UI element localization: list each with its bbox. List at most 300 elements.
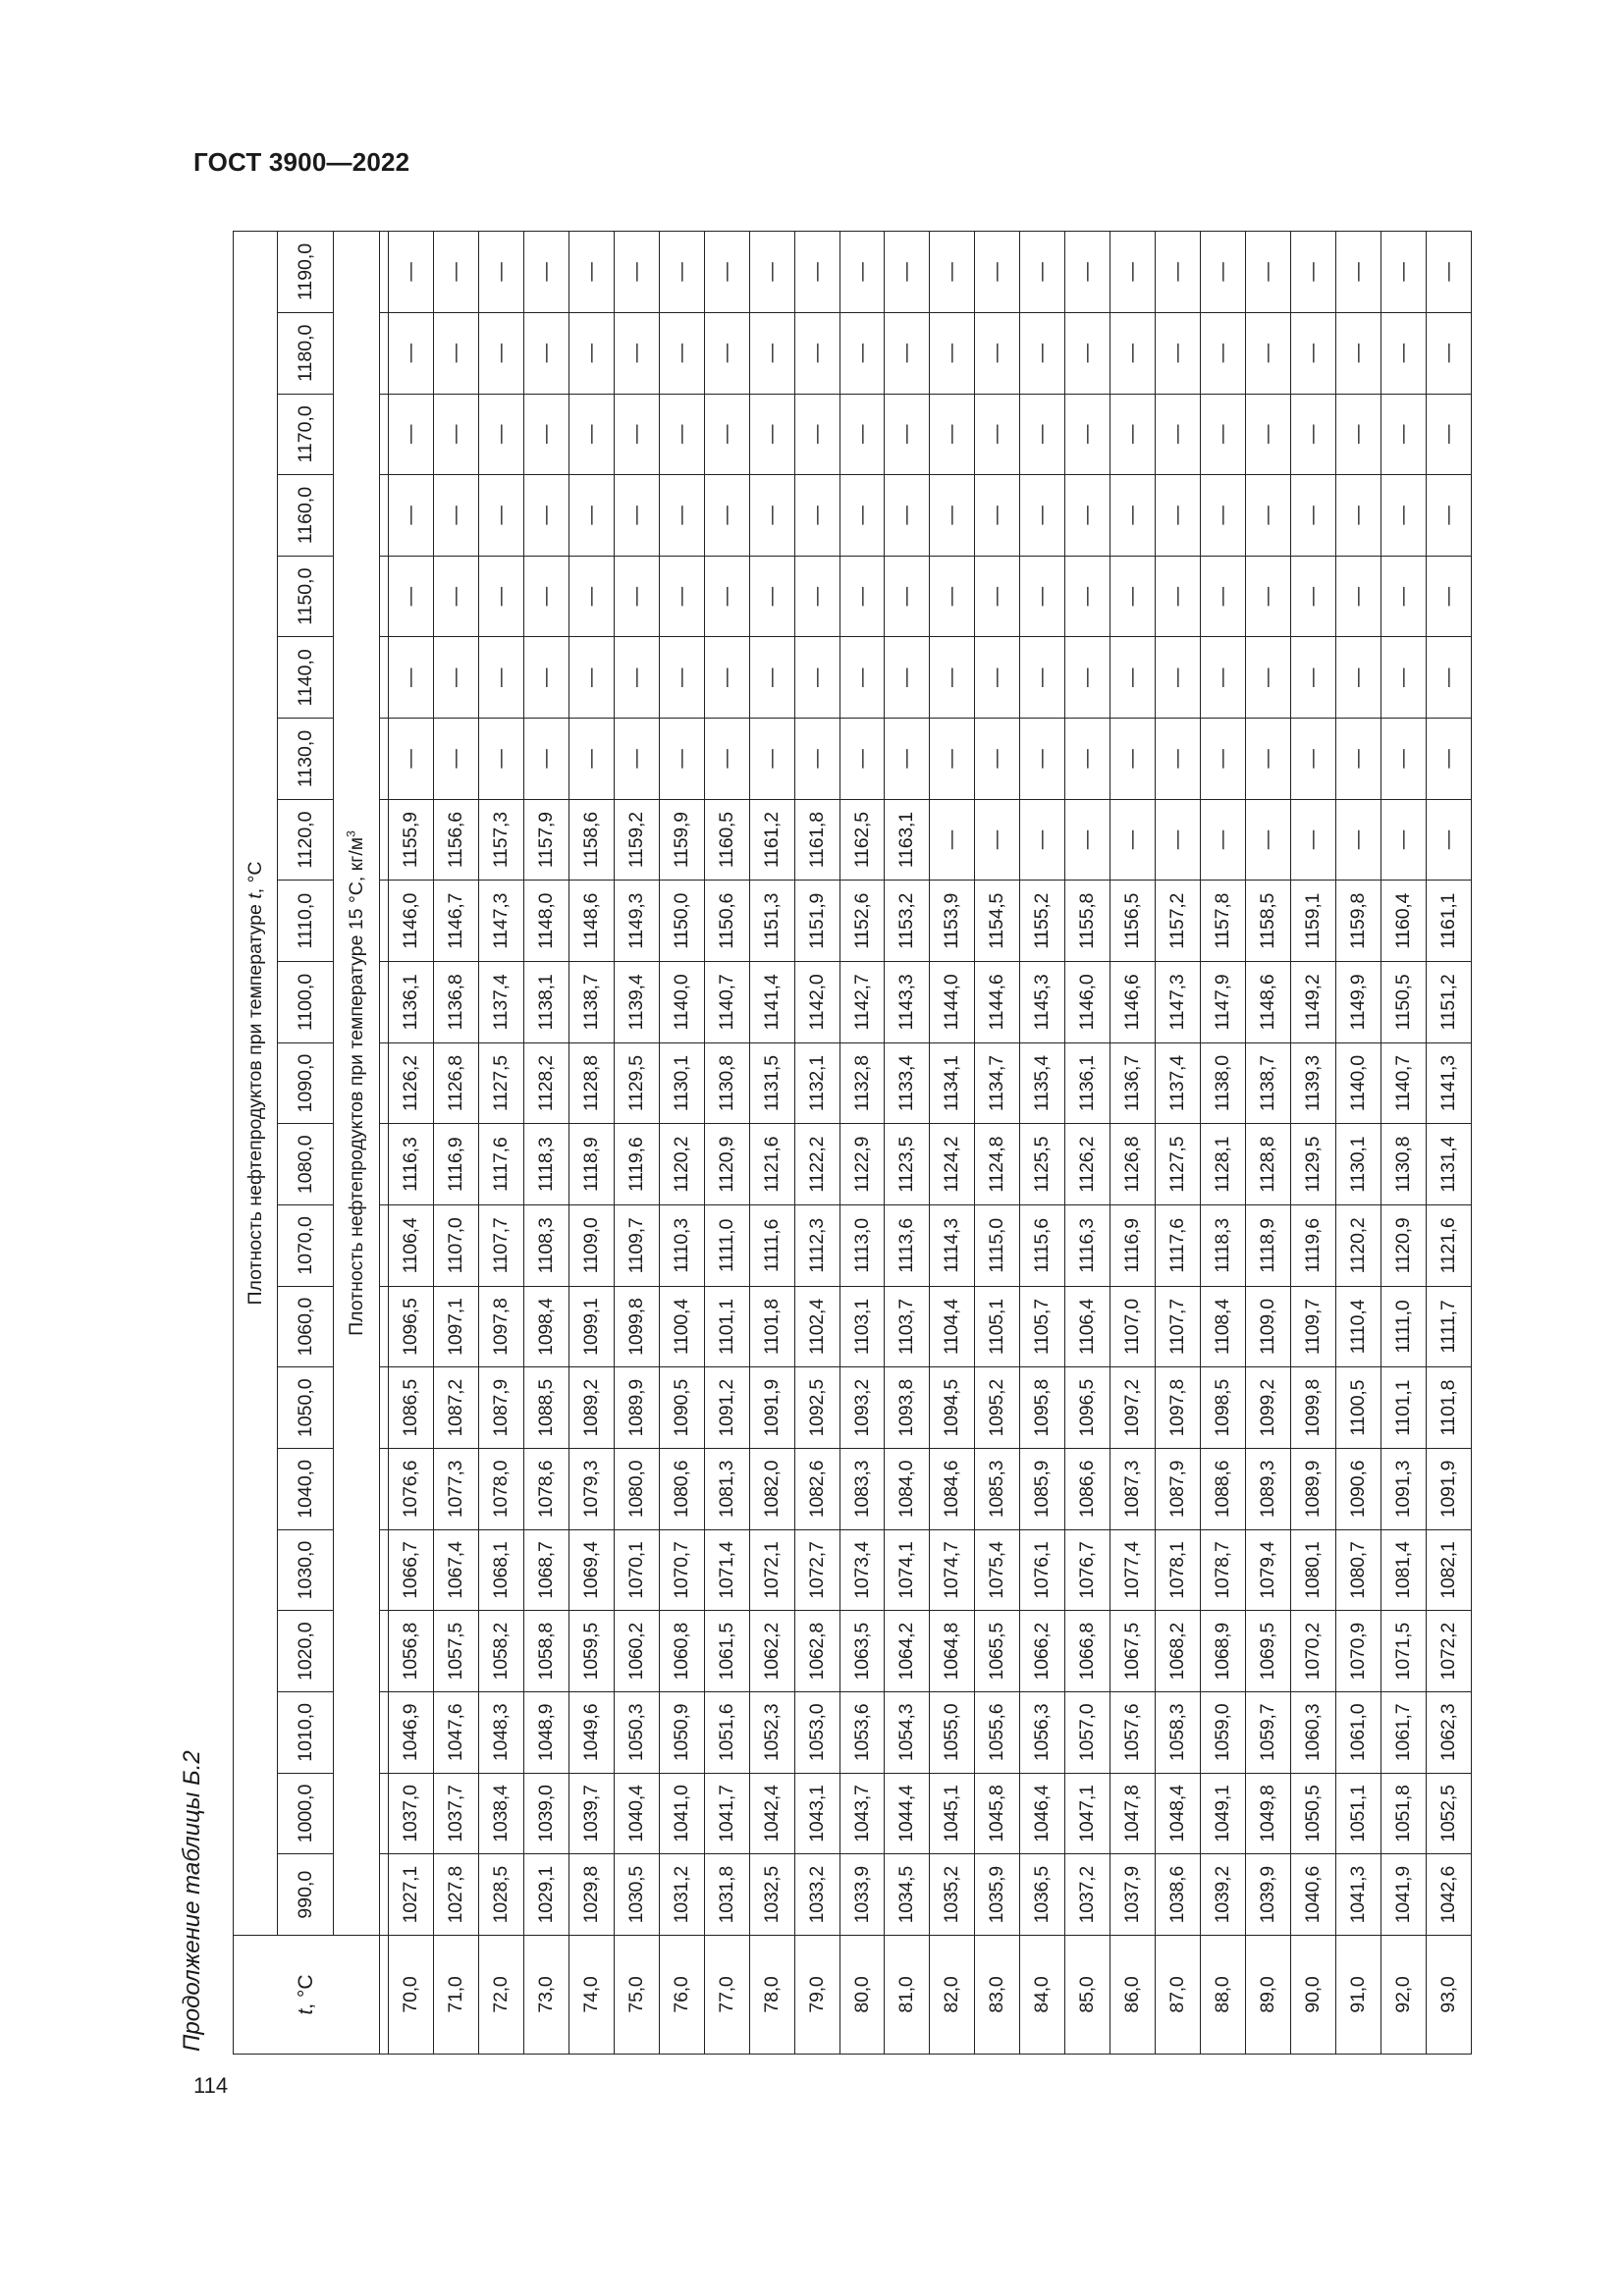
density-cell: 1076,1 (1020, 1529, 1065, 1611)
density-cell: — (704, 394, 749, 475)
spacer-cell (380, 881, 389, 962)
density-cell: 1135,4 (1020, 1042, 1065, 1124)
density-cell: 1040,4 (614, 1773, 659, 1854)
density-cell: — (930, 312, 975, 394)
density-cell: — (433, 312, 478, 394)
density-table-container (233, 231, 1472, 2055)
density-cell: 1122,9 (839, 1124, 885, 1205)
density-cell: 1056,8 (389, 1611, 434, 1692)
density-cell: 1051,6 (704, 1692, 749, 1774)
density-cell: 1131,5 (749, 1042, 794, 1124)
density-cell: — (568, 312, 614, 394)
density-cell: — (478, 719, 523, 800)
density-cell: — (975, 719, 1020, 800)
density-cell: 1048,9 (523, 1692, 568, 1774)
density-cell: — (1110, 232, 1156, 313)
group-header (234, 232, 278, 1936)
density-cell: 1120,2 (1336, 1205, 1381, 1287)
spacer-cell (380, 1124, 389, 1205)
density-cell: 1087,9 (1156, 1449, 1201, 1530)
table-row (614, 232, 659, 2055)
density-cell: — (749, 475, 794, 557)
density-cell: 1114,3 (930, 1205, 975, 1287)
density-cell: 1115,0 (975, 1205, 1020, 1287)
density-cell: — (975, 475, 1020, 557)
density-cell: 1041,3 (1336, 1854, 1381, 1936)
density-cell: — (1156, 232, 1201, 313)
density-cell: 1159,8 (1336, 881, 1381, 962)
density-column-header: 990,0 (278, 1854, 334, 1936)
density-cell: — (975, 556, 1020, 637)
density-cell: 1067,5 (1110, 1611, 1156, 1692)
density-cell: 1079,3 (568, 1449, 614, 1530)
density-cell: — (523, 719, 568, 800)
temperature-cell: 80,0 (839, 1936, 885, 2055)
density-column-header: 1020,0 (278, 1611, 334, 1692)
density-cell: 1092,5 (794, 1367, 839, 1449)
density-cell: — (1156, 719, 1201, 800)
density-cell: — (389, 232, 434, 313)
density-cell: 1085,9 (1020, 1449, 1065, 1530)
density-cell: 1084,6 (930, 1449, 975, 1530)
spacer-cell (380, 962, 389, 1043)
temperature-cell: 77,0 (704, 1936, 749, 2055)
density-cell: 1121,6 (749, 1124, 794, 1205)
density-cell: 1141,4 (749, 962, 794, 1043)
density-column-header: 1050,0 (278, 1367, 334, 1449)
density-cell: 1047,1 (1065, 1773, 1110, 1854)
density-cell: — (1201, 312, 1246, 394)
density-cell: — (1380, 394, 1426, 475)
spacer-cell (380, 1773, 389, 1854)
density-cell: 1068,2 (1156, 1611, 1201, 1692)
density-cell: 1055,0 (930, 1692, 975, 1774)
density-cell: 1038,4 (478, 1773, 523, 1854)
density-cell: 1133,4 (885, 1042, 930, 1124)
density-cell: 1109,0 (568, 1205, 614, 1287)
density-cell: 1072,1 (749, 1529, 794, 1611)
density-cell: 1150,5 (1380, 962, 1426, 1043)
table-row (930, 232, 975, 2055)
density-cell: 1147,3 (1156, 962, 1201, 1043)
density-cell: — (1110, 556, 1156, 637)
density-cell: 1136,7 (1110, 1042, 1156, 1124)
density-cell: 1068,9 (1201, 1611, 1246, 1692)
table-row (568, 232, 614, 2055)
density-cell: — (885, 394, 930, 475)
density-cell: 1037,7 (433, 1773, 478, 1854)
density-cell: 1046,9 (389, 1692, 434, 1774)
density-cell: 1037,9 (1110, 1854, 1156, 1936)
density-cell: 1041,7 (704, 1773, 749, 1854)
density-cell: — (659, 232, 704, 313)
density-cell: — (1246, 475, 1291, 557)
temperature-cell: 84,0 (1020, 1936, 1065, 2055)
density-cell: 1160,4 (1380, 881, 1426, 962)
density-cell: 1144,6 (975, 962, 1020, 1043)
density-cell: 1140,7 (1380, 1042, 1426, 1124)
density-cell: 1128,8 (1246, 1124, 1291, 1205)
density-cell: 1078,7 (1201, 1529, 1246, 1611)
density-column-header: 1060,0 (278, 1286, 334, 1367)
density-cell: 1053,0 (794, 1692, 839, 1774)
density-cell: 1118,3 (523, 1124, 568, 1205)
density-cell: — (885, 637, 930, 719)
density-cell: 1124,2 (930, 1124, 975, 1205)
density-cell: 1161,2 (749, 799, 794, 881)
density-cell: — (1020, 799, 1065, 881)
density-cell: — (568, 556, 614, 637)
density-cell: 1141,3 (1426, 1042, 1471, 1124)
density-cell: — (1156, 556, 1201, 637)
density-cell: — (930, 637, 975, 719)
density-cell: 1127,5 (1156, 1124, 1201, 1205)
density-cell: — (1065, 637, 1110, 719)
density-cell: — (1291, 637, 1336, 719)
density-cell: — (478, 232, 523, 313)
density-column-header: 1070,0 (278, 1205, 334, 1287)
table-row (1426, 232, 1471, 2055)
density-cell: 1067,4 (433, 1529, 478, 1611)
density-cell: 1064,8 (930, 1611, 975, 1692)
group-header-text: Плотность нефтепродуктов при температуре (244, 898, 266, 1306)
table-row (1336, 232, 1381, 2055)
density-cell: 1116,3 (1065, 1205, 1110, 1287)
density-cell: — (614, 312, 659, 394)
density-cell: — (749, 637, 794, 719)
density-cell: — (478, 475, 523, 557)
t-symbol: t (295, 2008, 317, 2015)
density-cell: — (433, 719, 478, 800)
density-column-header: 1180,0 (278, 312, 334, 394)
density-cell: 1099,8 (614, 1286, 659, 1367)
density-cell: 1122,2 (794, 1124, 839, 1205)
density-cell: 1050,5 (1291, 1773, 1336, 1854)
density-cell: — (523, 475, 568, 557)
density-cell: 1088,6 (1201, 1449, 1246, 1530)
density-cell: — (1380, 556, 1426, 637)
density-cell: — (1336, 475, 1381, 557)
density-cell: 1130,8 (1380, 1124, 1426, 1205)
density-cell: 1136,8 (433, 962, 478, 1043)
density-cell: 1070,7 (659, 1529, 704, 1611)
density-cell: 1090,5 (659, 1367, 704, 1449)
spacer-cell (380, 1936, 389, 2055)
density-cell: — (704, 312, 749, 394)
density-cell: 1082,0 (749, 1449, 794, 1530)
density-cell: 1147,9 (1201, 962, 1246, 1043)
density-cell: 1039,9 (1246, 1854, 1291, 1936)
density-cell: 1117,6 (478, 1124, 523, 1205)
density-cell: — (1426, 637, 1471, 719)
density-cell: — (1336, 719, 1381, 800)
density-cell: 1087,9 (478, 1367, 523, 1449)
density-cell: 1116,9 (433, 1124, 478, 1205)
density-cell: 1044,4 (885, 1773, 930, 1854)
density-cell: — (975, 232, 1020, 313)
table-row (1110, 232, 1156, 2055)
density-cell: 1049,6 (568, 1692, 614, 1774)
density-cell: 1158,5 (1246, 881, 1291, 962)
density-cell: 1073,4 (839, 1529, 885, 1611)
density-cell: — (975, 637, 1020, 719)
density-cell: — (1246, 556, 1291, 637)
density-cell: 1091,9 (1426, 1449, 1471, 1530)
density-cell: 1064,2 (885, 1611, 930, 1692)
density-cell: — (1246, 719, 1291, 800)
density-cell: — (389, 637, 434, 719)
density-cell: 1102,4 (794, 1286, 839, 1367)
temperature-cell: 83,0 (975, 1936, 1020, 2055)
spacer-cell (380, 1449, 389, 1530)
density-cell: 1089,2 (568, 1367, 614, 1449)
density-cell: — (794, 719, 839, 800)
density-cell: — (1020, 232, 1065, 313)
table-row (1291, 232, 1336, 2055)
density-cell: — (433, 394, 478, 475)
density-cell: — (839, 475, 885, 557)
density-cell: 1138,0 (1201, 1042, 1246, 1124)
density-cell: 1031,2 (659, 1854, 704, 1936)
table-row (523, 232, 568, 2055)
density-cell: — (1201, 394, 1246, 475)
density-cell: 1045,8 (975, 1773, 1020, 1854)
density-cell: — (659, 556, 704, 637)
density-cell: — (1201, 232, 1246, 313)
density-cell: — (1020, 312, 1065, 394)
density-cell: 1074,7 (930, 1529, 975, 1611)
density-cell: — (1110, 637, 1156, 719)
density-cell: 1099,2 (1246, 1367, 1291, 1449)
spacer-cell (380, 312, 389, 394)
density-cell: 1046,4 (1020, 1773, 1065, 1854)
spacer-cell (380, 1286, 389, 1367)
density-cell: 1143,3 (885, 962, 930, 1043)
density-cell: — (1380, 475, 1426, 557)
density-cell: 1099,1 (568, 1286, 614, 1367)
density-cell: 1152,6 (839, 881, 885, 962)
density-cell: — (1110, 394, 1156, 475)
density-cell: 1081,3 (704, 1449, 749, 1530)
density-cell: 1047,8 (1110, 1773, 1156, 1854)
density-cell: 1042,6 (1426, 1854, 1471, 1936)
density-cell: 1047,6 (433, 1692, 478, 1774)
density-cell: 1080,0 (614, 1449, 659, 1530)
density-cell: 1110,4 (1336, 1286, 1381, 1367)
temperature-cell: 87,0 (1156, 1936, 1201, 2055)
density-cell: 1066,2 (1020, 1611, 1065, 1692)
density-cell: — (1380, 312, 1426, 394)
density-cell: — (433, 232, 478, 313)
density-cell: 1071,5 (1380, 1611, 1426, 1692)
density-cell: 1140,7 (704, 962, 749, 1043)
density-cell: 1082,6 (794, 1449, 839, 1530)
density-cell: — (1291, 232, 1336, 313)
density-cell: — (749, 394, 794, 475)
density-cell: — (1426, 394, 1471, 475)
density-cell: 1057,6 (1110, 1692, 1156, 1774)
spacer-cell (380, 1611, 389, 1692)
table-row (885, 232, 930, 2055)
table-row (839, 232, 885, 2055)
table-caption: Продолжение таблицы Б.2 (179, 1750, 205, 2052)
density-cell: — (839, 312, 885, 394)
density-cell: 1138,7 (1246, 1042, 1291, 1124)
spacer-cell (380, 637, 389, 719)
density-cell: — (614, 556, 659, 637)
density-cell: 1039,2 (1201, 1854, 1246, 1936)
density-cell: 1127,5 (478, 1042, 523, 1124)
density-cell: 1080,6 (659, 1449, 704, 1530)
table-row (1380, 232, 1426, 2055)
table-row (975, 232, 1020, 2055)
density-cell: 1065,5 (975, 1611, 1020, 1692)
density-cell: 1142,7 (839, 962, 885, 1043)
density-cell: 1161,1 (1426, 881, 1471, 962)
density-cell: — (704, 719, 749, 800)
density-cell: 1147,3 (478, 881, 523, 962)
density-cell: — (1291, 312, 1336, 394)
spacer-row (380, 232, 389, 2055)
density-cell: 1109,7 (614, 1205, 659, 1287)
density-cell: 1049,1 (1201, 1773, 1246, 1854)
density-cell: 1095,2 (975, 1367, 1020, 1449)
density-cell: 1145,3 (1020, 962, 1065, 1043)
density-cell: 1136,1 (389, 962, 434, 1043)
density-cell: — (930, 232, 975, 313)
density-cell: 1077,3 (433, 1449, 478, 1530)
temperature-cell: 92,0 (1380, 1936, 1426, 2055)
group-header-t-symbol: t (244, 893, 266, 899)
density-cell: 1155,9 (389, 799, 434, 881)
density-cell: 1146,0 (389, 881, 434, 962)
density-cell: — (433, 475, 478, 557)
density-cell: — (1156, 799, 1201, 881)
density-cell: — (1336, 556, 1381, 637)
density-cell: 1125,5 (1020, 1124, 1065, 1205)
density-cell: 1072,2 (1426, 1611, 1471, 1692)
density-cell: 1068,1 (478, 1529, 523, 1611)
density-cell: 1154,5 (975, 881, 1020, 962)
density-cell: — (704, 637, 749, 719)
temperature-cell: 85,0 (1065, 1936, 1110, 2055)
spacer-cell (380, 1205, 389, 1287)
density-cell: — (1020, 719, 1065, 800)
density-cell: 1108,3 (523, 1205, 568, 1287)
density-cell: — (1246, 312, 1291, 394)
density-cell: 1039,7 (568, 1773, 614, 1854)
density-cell: 1061,7 (1380, 1692, 1426, 1774)
density-cell: 1110,3 (659, 1205, 704, 1287)
density-column-header: 1120,0 (278, 799, 334, 881)
density-column-header: 1170,0 (278, 394, 334, 475)
density-cell: — (930, 719, 975, 800)
density-cell: — (794, 312, 839, 394)
density-cell: 1077,4 (1110, 1529, 1156, 1611)
density-cell: 1052,5 (1426, 1773, 1471, 1854)
density-cell: — (1426, 719, 1471, 800)
density-column-header: 1100,0 (278, 962, 334, 1043)
temperature-cell: 86,0 (1110, 1936, 1156, 2055)
density-cell: 1139,4 (614, 962, 659, 1043)
density-cell: 1138,7 (568, 962, 614, 1043)
density-table (233, 231, 1472, 2055)
density-cell: 1029,1 (523, 1854, 568, 1936)
density-cell: — (389, 475, 434, 557)
table-row (1156, 232, 1201, 2055)
density-cell: 1058,8 (523, 1611, 568, 1692)
density-columns-row (278, 232, 334, 2055)
temperature-cell: 82,0 (930, 1936, 975, 2055)
density-cell: 1161,8 (794, 799, 839, 881)
density-column-header: 1040,0 (278, 1449, 334, 1530)
density-cell: 1089,9 (1291, 1449, 1336, 1530)
density-cell: 1087,2 (433, 1367, 478, 1449)
density-cell: — (975, 312, 1020, 394)
density-cell: 1097,2 (1110, 1367, 1156, 1449)
density-cell: 1058,2 (478, 1611, 523, 1692)
density-cell: — (1336, 232, 1381, 313)
density-cell: 1056,3 (1020, 1692, 1065, 1774)
density-column-header: 1090,0 (278, 1042, 334, 1124)
density-cell: 1043,1 (794, 1773, 839, 1854)
density-cell: — (885, 475, 930, 557)
density-cell: — (839, 719, 885, 800)
density-cell: 1162,5 (839, 799, 885, 881)
density-column-header: 1150,0 (278, 556, 334, 637)
density-cell: — (1380, 637, 1426, 719)
density-cell: — (1246, 394, 1291, 475)
density-column-header: 1030,0 (278, 1529, 334, 1611)
density-cell: 1146,7 (433, 881, 478, 962)
density-cell: 1157,8 (1201, 881, 1246, 962)
table-row (1065, 232, 1110, 2055)
density-cell: 1160,5 (704, 799, 749, 881)
density-cell: — (568, 719, 614, 800)
density-cell: — (659, 637, 704, 719)
density-cell: 1061,0 (1336, 1692, 1381, 1774)
density-cell: 1120,9 (1380, 1205, 1426, 1287)
density-cell: 1100,4 (659, 1286, 704, 1367)
density-cell: — (568, 637, 614, 719)
density-cell: 1128,1 (1201, 1124, 1246, 1205)
density-cell: 1149,2 (1291, 962, 1336, 1043)
density-cell: 1108,4 (1201, 1286, 1246, 1367)
density-cell: 1050,3 (614, 1692, 659, 1774)
density-cell: 1091,3 (1380, 1449, 1426, 1530)
density-cell: 1051,8 (1380, 1773, 1426, 1854)
density-cell: 1089,3 (1246, 1449, 1291, 1530)
density-column-header: 1190,0 (278, 232, 334, 313)
density-cell: — (1380, 232, 1426, 313)
density-cell: 1151,3 (749, 881, 794, 962)
density-cell: 1126,8 (433, 1042, 478, 1124)
density-cell: — (975, 394, 1020, 475)
density-cell: — (1020, 556, 1065, 637)
page-number: 114 (193, 2073, 229, 2098)
density-cell: 1128,8 (568, 1042, 614, 1124)
density-cell: 1097,1 (433, 1286, 478, 1367)
density-cell: 1036,5 (1020, 1854, 1065, 1936)
density-cell: 1155,8 (1065, 881, 1110, 962)
density-cell: 1093,2 (839, 1367, 885, 1449)
temperature-cell: 89,0 (1246, 1936, 1291, 2055)
density-cell: 1148,6 (568, 881, 614, 962)
density-cell: — (1336, 799, 1381, 881)
density-cell: 1099,8 (1291, 1367, 1336, 1449)
density-cell: 1066,7 (389, 1529, 434, 1611)
density-cell: — (523, 637, 568, 719)
